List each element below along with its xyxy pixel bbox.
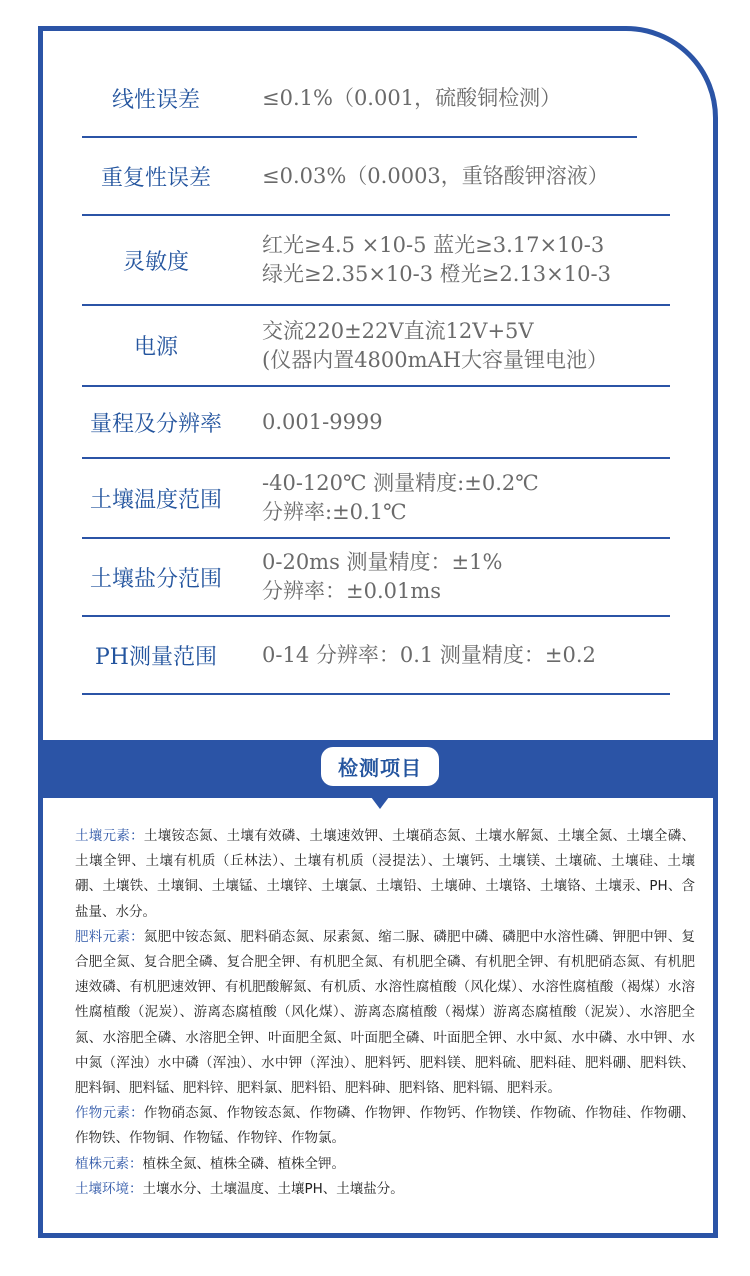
item-key: 植株元素： xyxy=(75,1155,143,1172)
spec-label: 重复性误差 xyxy=(100,165,211,191)
spec-value: 0-14 分辨率：0.1 测量精度：±0.2 xyxy=(262,642,596,667)
detection-items xyxy=(75,824,695,1202)
pointer-arrow-icon xyxy=(371,797,389,809)
item-plant-elements xyxy=(75,1152,695,1177)
spec-row-soil-temperature xyxy=(82,459,670,539)
spec-value: ≤0.03%（0.0003，重铬酸钾溶液） xyxy=(262,163,609,188)
spec-label: 量程及分辨率 xyxy=(89,411,222,437)
spec-row-sensitivity xyxy=(82,216,670,306)
spec-row-power xyxy=(82,306,670,387)
spec-label: 线性误差 xyxy=(111,87,200,113)
spec-value: 0-20ms 测量精度：±1% 分辨率：±0.01ms xyxy=(262,550,503,603)
spec-row-ph-range xyxy=(82,617,670,695)
item-text: 土壤铵态氮、土壤有效磷、土壤速效钾、土壤硝态氮、土壤水解氮、土壤全氮、土壤全磷、土壤全钾、土壤有机质（丘林法）、土壤有机质（浸提法）、土壤钙、土壤镁、土壤硫、土壤硅、土壤硼、土壤铁、土壤铜、土壤锰、土壤锌、土壤氯、土壤铅、土壤砷、土壤铬、土壤铬、土壤汞、PH、含盐量、水分。 xyxy=(75,828,696,920)
spec-label: 土壤盐分范围 xyxy=(89,566,222,592)
spec-row-linear-error xyxy=(82,60,637,138)
item-text: 植株全氮、植株全磷、植株全钾。 xyxy=(142,1155,345,1172)
item-key: 肥料元素： xyxy=(75,928,144,945)
spec-label: 土壤温度范围 xyxy=(89,487,222,513)
spec-label: PH测量范围 xyxy=(95,644,217,670)
spec-value: 0.001-9999 xyxy=(262,409,383,434)
spec-row-soil-salinity xyxy=(82,539,670,617)
item-fertilizer-elements xyxy=(75,925,695,1101)
item-key: 土壤环境： xyxy=(75,1180,143,1197)
section-title: 检测项目 xyxy=(321,747,439,786)
spec-row-repeatability xyxy=(82,138,670,216)
spec-row-range-resolution xyxy=(82,387,670,459)
spec-value: -40-120℃ 测量精度:±0.2℃ 分辨率:±0.1℃ xyxy=(262,471,539,524)
spec-value: 交流220±22V直流12V+5V (仪器内置4800mAH大容量锂电池） xyxy=(262,318,609,372)
item-crop-elements xyxy=(75,1101,695,1151)
spec-value: ≤0.1%（0.001，硫酸铜检测） xyxy=(262,85,562,110)
item-soil-environment xyxy=(75,1177,695,1202)
spec-label: 灵敏度 xyxy=(122,249,189,275)
item-text: 土壤水分、土壤温度、土壤PH、土壤盐分。 xyxy=(142,1180,404,1197)
item-key: 土壤元素： xyxy=(75,828,144,844)
item-text: 作物硝态氮、作物铵态氮、作物磷、作物钾、作物钙、作物镁、作物硫、作物硅、作物硼、作物铁、作物铜、作物锰、作物锌、作物氯。 xyxy=(75,1105,696,1147)
spec-value: 红光≥4.5 ×10-5 蓝光≥3.17×10-3 绿光≥2.35×10-3 橙光≥2.13×10-3 xyxy=(262,233,611,286)
item-soil-elements xyxy=(75,824,695,925)
item-key: 作物元素： xyxy=(75,1105,144,1122)
spec-label: 电源 xyxy=(133,335,178,360)
item-text: 氮肥中铵态氮、肥料硝态氮、尿素氮、缩二脲、磷肥中磷、磷肥中水溶性磷、钾肥中钾、复合肥全氮、复合肥全磷、复合肥全钾、有机肥全氮、有机肥全磷、有机肥全钾、有机肥硝态氮、有机肥速效磷、有机肥速效钾、有机肥酸解氮、有机质、水溶性腐植酸（风化煤）、水溶性腐植酸（褐煤）水溶性腐植酸（泥炭）、游离态腐植酸（风化煤）、游离态腐植酸（褐煤）游离态腐植酸（泥炭）、水溶肥全氮、水溶肥全磷、水溶肥全钾、叶面肥全氮、叶面肥全磷、叶面肥全钾、水中氮、水中磷、水中钾、水中氮（浑浊）水中磷（浑浊）、水中钾（浑浊）、肥料钙、肥料镁、肥料硫、肥料硅、肥料硼、肥料铁、肥料铜、肥料锰、肥料锌、肥料氯、肥料铅、肥料砷、肥料铬、肥料镉、肥料汞。 xyxy=(75,928,696,1097)
